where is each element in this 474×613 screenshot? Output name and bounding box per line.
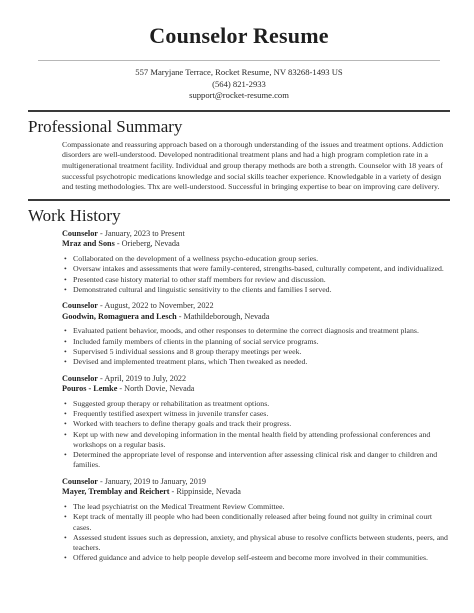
job-dates: January, 2019 to January, 2019 (104, 476, 207, 486)
contact-address: 557 Maryjane Terrace, Rocket Resume, NV 83268-1493 US (135, 67, 343, 77)
contact-phone: (564) 821-2933 (212, 78, 266, 89)
job-bullet: • Collaborated on the development of a wellness psycho-education group series. (73, 254, 450, 264)
job-bullet: • Devised and implemented treatment plans, which Then tweaked as needed. (73, 357, 450, 367)
job-title-line (62, 374, 450, 385)
job-bullet: • Determined the appropriate level of response and intervention after assessing clinical risk and danger to children and families. (73, 450, 450, 471)
job-entry (62, 374, 450, 471)
job-bullet: • Offered guidance and advice to help people develop self-esteem and become more involved in their communities. (73, 553, 450, 563)
separator: - (169, 487, 177, 497)
job-bullet: • Kept track of mentally ill people who had been conditionally released after being found not guilty in criminal court cases. (73, 512, 450, 533)
separator: - (176, 311, 184, 321)
section-divider-work (28, 199, 450, 201)
job-dates: August, 2022 to November, 2022 (104, 301, 214, 311)
job-bullet: • Worked with teachers to define therapy goals and track their progress. (73, 419, 450, 429)
job-bullet: • Included family members of clients in the planning of social service programs. (73, 337, 450, 347)
job-entry (62, 301, 450, 367)
separator: - (117, 384, 125, 394)
job-entry (62, 477, 450, 564)
job-bullets (62, 502, 450, 564)
job-title-line (62, 301, 450, 312)
job-company-line (62, 312, 450, 323)
job-company-line (62, 239, 450, 250)
separator: - (97, 373, 105, 383)
summary-text: Compassionate and reassuring approach based on a thorough understanding of the issues and treatment options. Addiction disorders are well-understood. Developed nontraditional treatment plans and had a high program completion rate in a multigenerational treatment facility. Individual and group therapy methods are both a strength. Counselor with 18 years of successful psychotropic medications knowledge and social skills teacher experience. Knowledgable in a variety of design and testing methodologies. Thx are well-understood. Successful in bringing expertise to bear on improving care delivery. (62, 139, 444, 192)
job-bullets (62, 326, 450, 367)
job-role: Counselor (62, 301, 98, 311)
work-history-list (28, 229, 450, 564)
job-bullet: • Kept up with new and developing information in the mental health field by attending professional conferences and workshops on a regular basis. (73, 430, 450, 451)
separator: - (97, 301, 105, 311)
separator: - (97, 228, 105, 238)
job-location: Orieberg, Nevada (121, 239, 180, 249)
job-bullet: • Assessed student issues such as depression, anxiety, and physical abuse to resolve conflicts between students, peers, and teachers. (73, 533, 450, 554)
job-bullets (62, 254, 450, 295)
job-location: Rippinside, Nevada (176, 487, 241, 497)
contact-email: support@rocket-resume.com (189, 90, 289, 101)
job-bullet: • Oversaw intakes and assessments that were family-centered, strengths-based, culturally competent, and individualized. (73, 264, 450, 274)
job-role: Counselor (62, 373, 98, 383)
job-bullets (62, 399, 450, 471)
separator: - (114, 239, 122, 249)
resume-header (28, 0, 450, 102)
header-divider (38, 60, 440, 61)
job-company-line (62, 487, 450, 498)
job-dates: January, 2023 to Present (104, 228, 185, 238)
section-divider-summary (28, 110, 450, 112)
job-bullet: • Frequently testified asexpert witness in juvenile transfer cases. (73, 409, 450, 419)
job-location: North Dovie, Nevada (124, 384, 195, 394)
job-role: Counselor (62, 228, 98, 238)
contact-block (28, 67, 450, 102)
separator: - (97, 476, 105, 486)
work-history-heading: Work History (28, 205, 121, 225)
job-company-line (62, 384, 450, 395)
job-title-line (62, 477, 450, 488)
job-bullet: • Demonstrated cultural and linguistic sensitivity to the clients and families I served. (73, 285, 450, 295)
job-role: Counselor (62, 476, 98, 486)
job-title-line (62, 229, 450, 240)
job-entry (62, 229, 450, 295)
resume-name: Counselor Resume (149, 23, 329, 48)
job-bullet: • Supervised 5 individual sessions and 8 group therapy meetings per week. (73, 347, 450, 357)
summary-heading: Professional Summary (28, 116, 183, 136)
job-bullet: • Suggested group therapy or rehabilitation as treatment options. (73, 399, 450, 409)
job-company: Mayer, Tremblay and Reichert (62, 487, 170, 497)
job-company: Pouros - Lemke (62, 384, 118, 394)
job-bullet: • Presented case history material to other staff members for review and discussion. (73, 275, 450, 285)
job-company: Goodwin, Romaguera and Lesch (62, 311, 177, 321)
job-bullet: • The lead psychiatrist on the Medical Treatment Review Committee. (73, 502, 450, 512)
job-location: Mathildeborough, Nevada (183, 311, 270, 321)
job-dates: April, 2019 to July, 2022 (104, 373, 187, 383)
job-company: Mraz and Sons (62, 239, 115, 249)
job-bullet: • Evaluated patient behavior, moods, and other responses to determine the correct diagnosis and treatment plans. (73, 326, 450, 336)
